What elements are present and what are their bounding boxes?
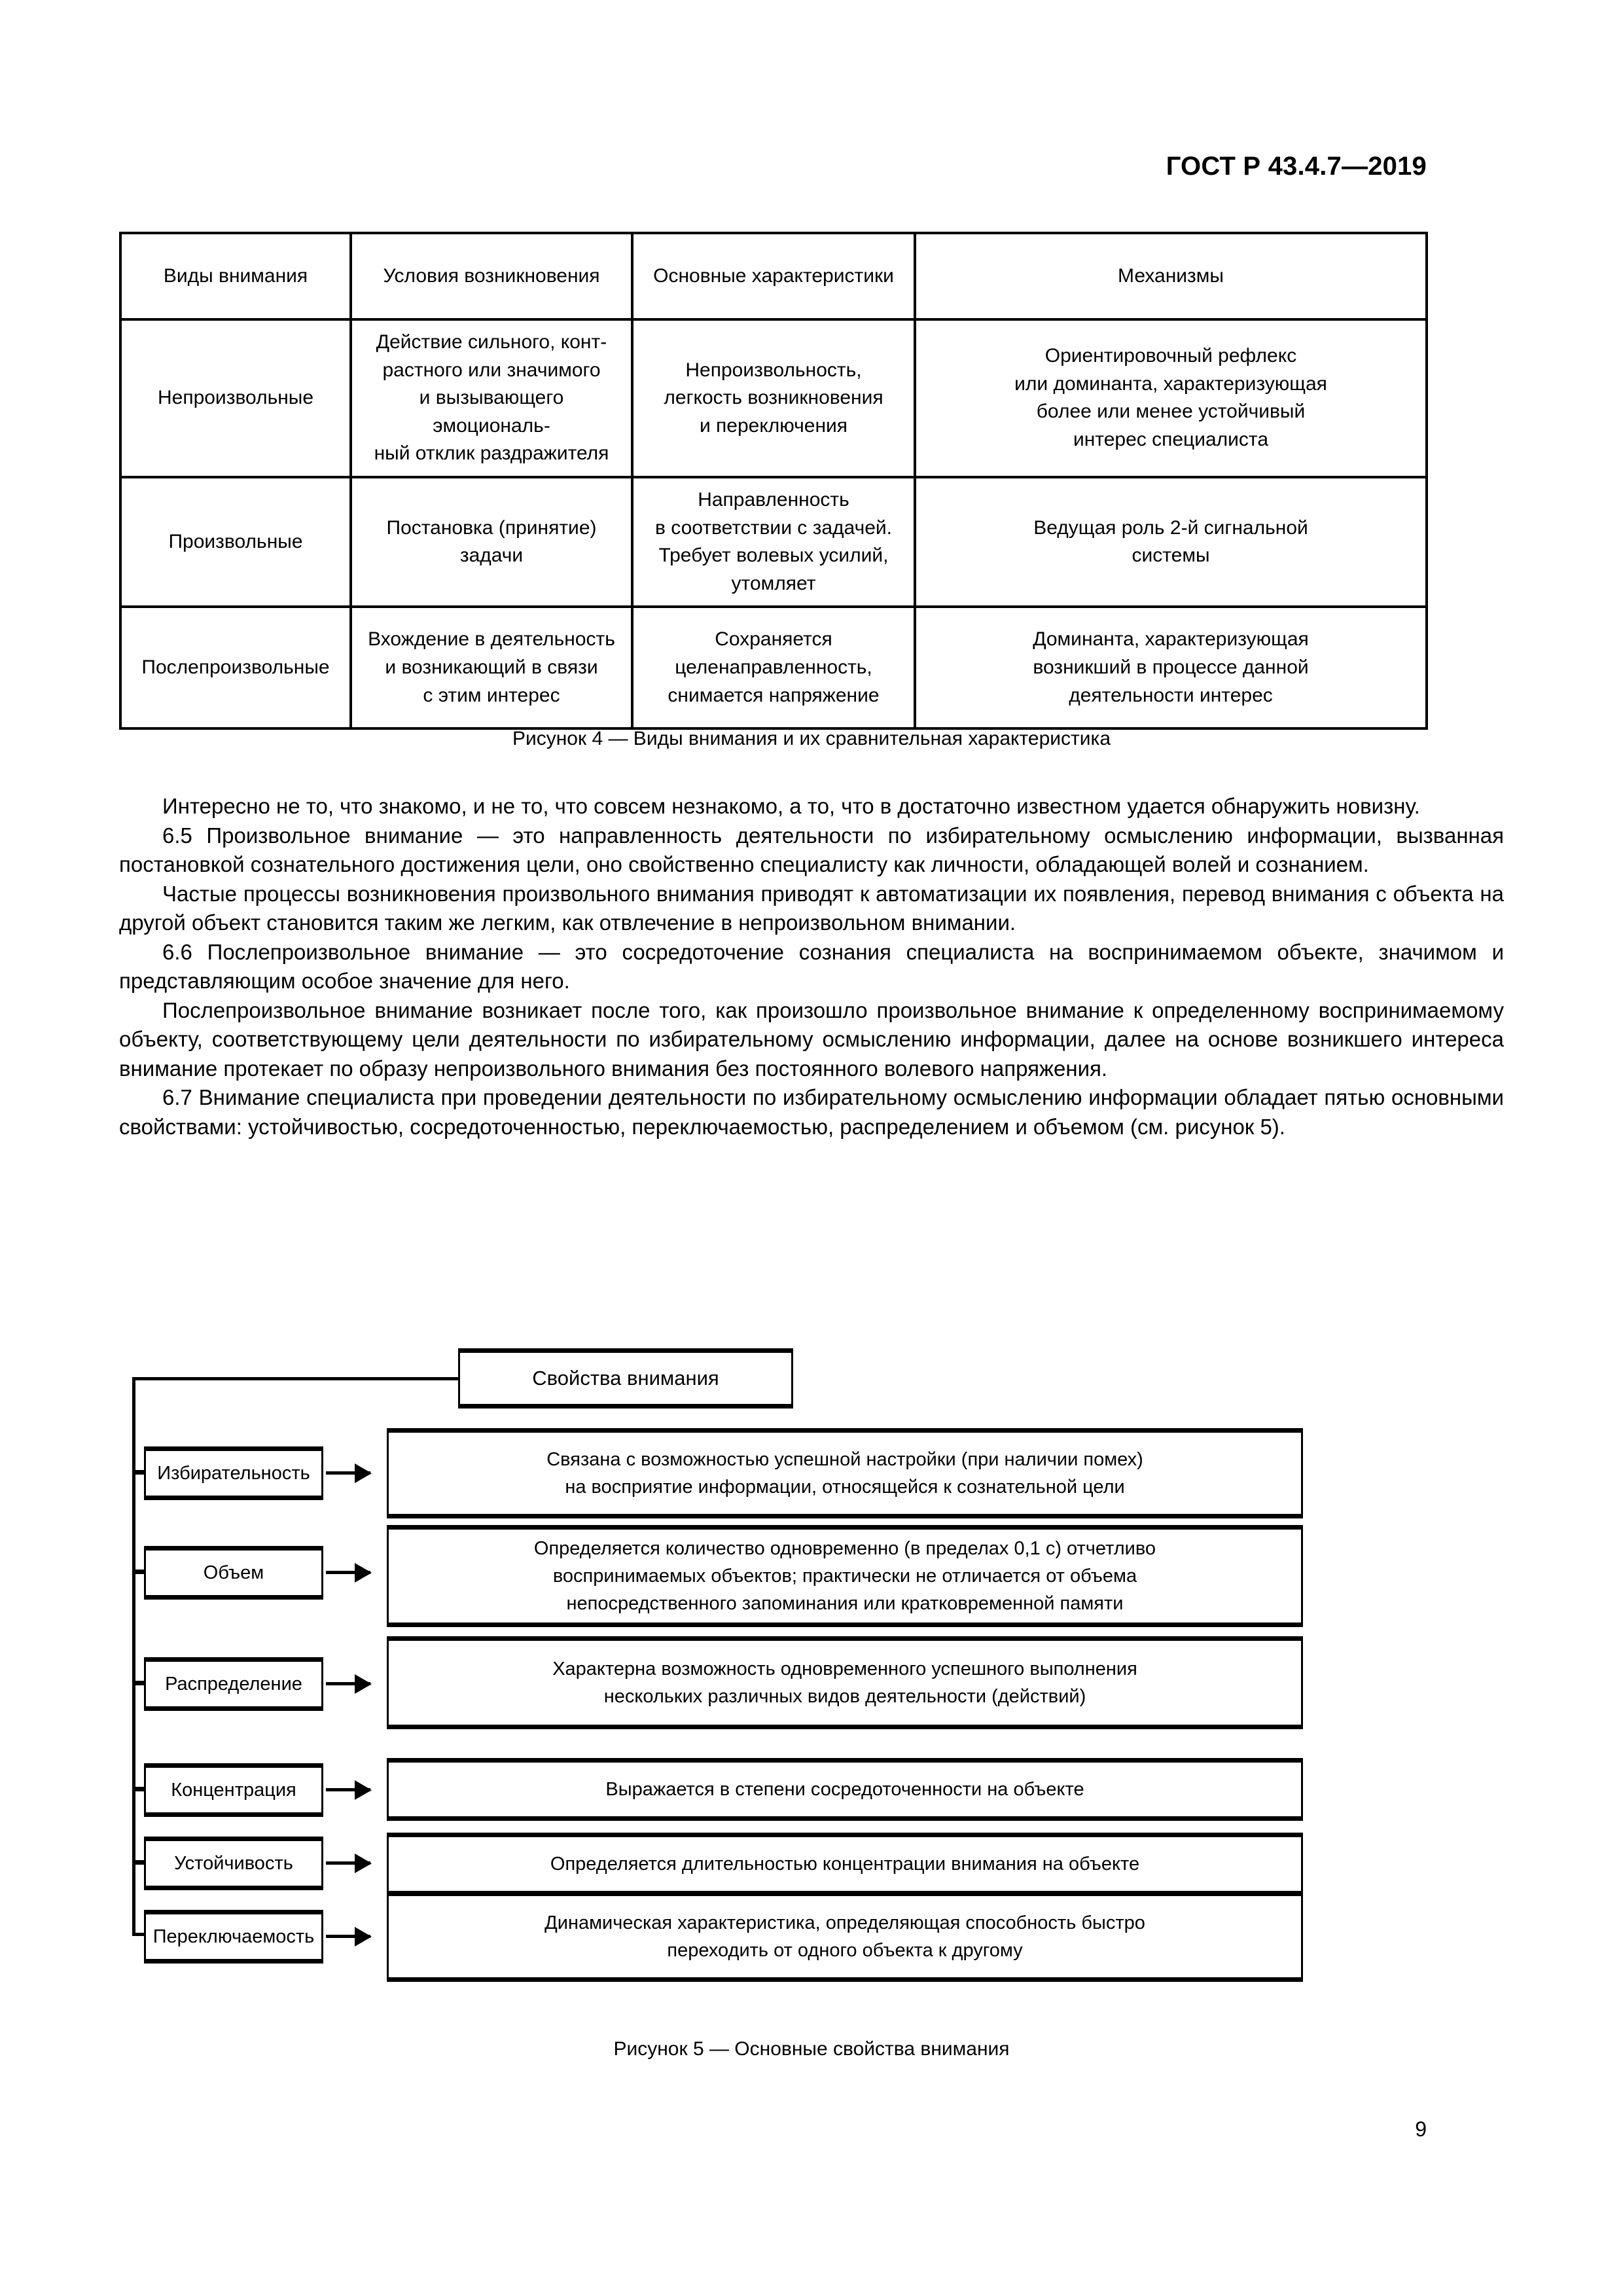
diagram-label-obem: Объем <box>144 1546 323 1600</box>
table-row <box>120 319 1427 477</box>
attention-types-table <box>119 232 1428 730</box>
diagram-description-pereklyuchaemost: Динамическая характеристика, определяющая способность быстро переходить от одного объекта к другому <box>387 1892 1303 1982</box>
connector-root-horizontal <box>132 1377 459 1380</box>
connector-trunk-vertical <box>132 1377 135 1936</box>
attention-properties-diagram <box>119 1348 1504 2003</box>
diagram-root-node: Свойства внимания <box>458 1348 793 1408</box>
arrow-1 <box>326 1471 370 1475</box>
cell-conditions: Действие сильного, конт- растного или значимого и вызывающего эмоциональ- ный отклик раздражителя <box>351 319 632 477</box>
cell-characteristics: Непроизвольность, легкость возникновения и переключения <box>632 319 915 477</box>
running-header-standard-number: ГОСТ Р 43.4.7—2019 <box>1166 152 1427 181</box>
cell-conditions: Постановка (принятие) задачи <box>351 477 632 607</box>
paragraph-automation: Частые процессы возникновения произвольного внимания приводят к автоматизации их появления, перевод внимания с объекта на другой объект становится таким же легким, как отвлечение в непроизвольном внимании. <box>119 881 1504 935</box>
diagram-description-ustoychivost: Определяется длительностью концентрации внимания на объекте <box>387 1833 1303 1895</box>
paragraph-clause-6-6: 6.6 Послепроизвольное внимание — это сосредоточение сознания специалиста на воспринимаемом объекте, значимом и представляющим особое значение для него. <box>119 939 1504 993</box>
diagram-description-raspredelenie: Характерна возможность одновременного успешного выполнения нескольких различных видов деятельности (действий) <box>387 1636 1303 1729</box>
table-row <box>120 607 1427 728</box>
column-header-types: Виды внимания <box>120 233 351 319</box>
body-copy <box>119 792 1504 1141</box>
table-row <box>120 477 1427 607</box>
figure-5-caption: Рисунок 5 — Основные свойства внимания <box>613 2038 1010 2060</box>
arrow-6 <box>326 1935 370 1938</box>
cell-type: Произвольные <box>120 477 351 607</box>
paragraph-clause-6-5: 6.5 Произвольное внимание — это направленность деятельности по избирательному осмыслению информации, вызванная постановкой сознательного достижения цели, оно свойственно специалисту как личности, обладающей волей и сознанием. <box>119 823 1504 876</box>
diagram-description-kontsentratsiya: Выражается в степени сосредоточенности на объекте <box>387 1758 1303 1821</box>
page-number: 9 <box>1415 2117 1427 2141</box>
diagram-label-ustoychivost: Устойчивость <box>144 1837 323 1890</box>
column-header-characteristics: Основные характеристики <box>632 233 915 319</box>
table-header-row <box>120 233 1427 319</box>
diagram-label-pereklyuchaemost: Переключаемость <box>144 1910 323 1964</box>
paragraph-post-voluntary: Послепроизвольное внимание возникает после того, как произошло произвольное внимание к определенному воспринимаемому объекту, соответствующему цели деятельности по избирательному осмыслению информации, далее на основе возникшего интереса внимание протекает по образу непроизвольного внимания без постоянного волевого напряжения. <box>119 997 1504 1081</box>
cell-characteristics: Сохраняется целенаправленность, снимается напряжение <box>632 607 915 728</box>
paragraph-novelty: Интересно не то, что знакомо, и не то, что совсем незнакомо, а то, что в достаточно известном удается обнаружить новизну. <box>162 794 1420 818</box>
paragraph-clause-6-7: 6.7 Внимание специалиста при проведении деятельности по избирательному осмыслению информации обладает пятью основными свойствами: устойчивостью, сосредоточенностью, переключаемостью, распределением и объемом (см. рисунок 5). <box>119 1085 1504 1139</box>
diagram-label-kontsentratsiya: Концентрация <box>144 1763 323 1817</box>
cell-conditions: Вхождение в деятельность и возникающий в связи с этим интерес <box>351 607 632 728</box>
cell-type: Непроизвольные <box>120 319 351 477</box>
diagram-label-izbiratelnost: Избирательность <box>144 1446 323 1500</box>
column-header-mechanisms: Механизмы <box>915 233 1427 319</box>
diagram-label-raspredelenie: Распределение <box>144 1657 323 1711</box>
cell-characteristics: Направленность в соответствии с задачей. Требует волевых усилий, утомляет <box>632 477 915 607</box>
column-header-conditions: Условия возникновения <box>351 233 632 319</box>
cell-mechanisms: Ориентировочный рефлекс или доминанта, характеризующая более или менее устойчивый интерес специалиста <box>915 319 1427 477</box>
cell-mechanisms: Доминанта, характеризующая возникший в процессе данной деятельности интерес <box>915 607 1427 728</box>
arrow-5 <box>326 1861 370 1865</box>
cell-type: Послепроизвольные <box>120 607 351 728</box>
diagram-description-izbiratelnost: Связана с возможностью успешной настройки (при наличии помех) на восприятие информации, относящейся к сознательной цели <box>387 1428 1303 1518</box>
figure-4-caption: Рисунок 4 — Виды внимания и их сравнительная характеристика <box>512 728 1111 749</box>
diagram-description-obem: Определяется количество одновременно (в пределах 0,1 с) отчетливо воспринимаемых объектов; практически не отличается от объема непосредственного запоминания или кратковременной памяти <box>387 1525 1303 1627</box>
cell-mechanisms: Ведущая роль 2-й сигнальной системы <box>915 477 1427 607</box>
arrow-2 <box>326 1571 370 1574</box>
arrow-4 <box>326 1788 370 1791</box>
arrow-3 <box>326 1682 370 1685</box>
